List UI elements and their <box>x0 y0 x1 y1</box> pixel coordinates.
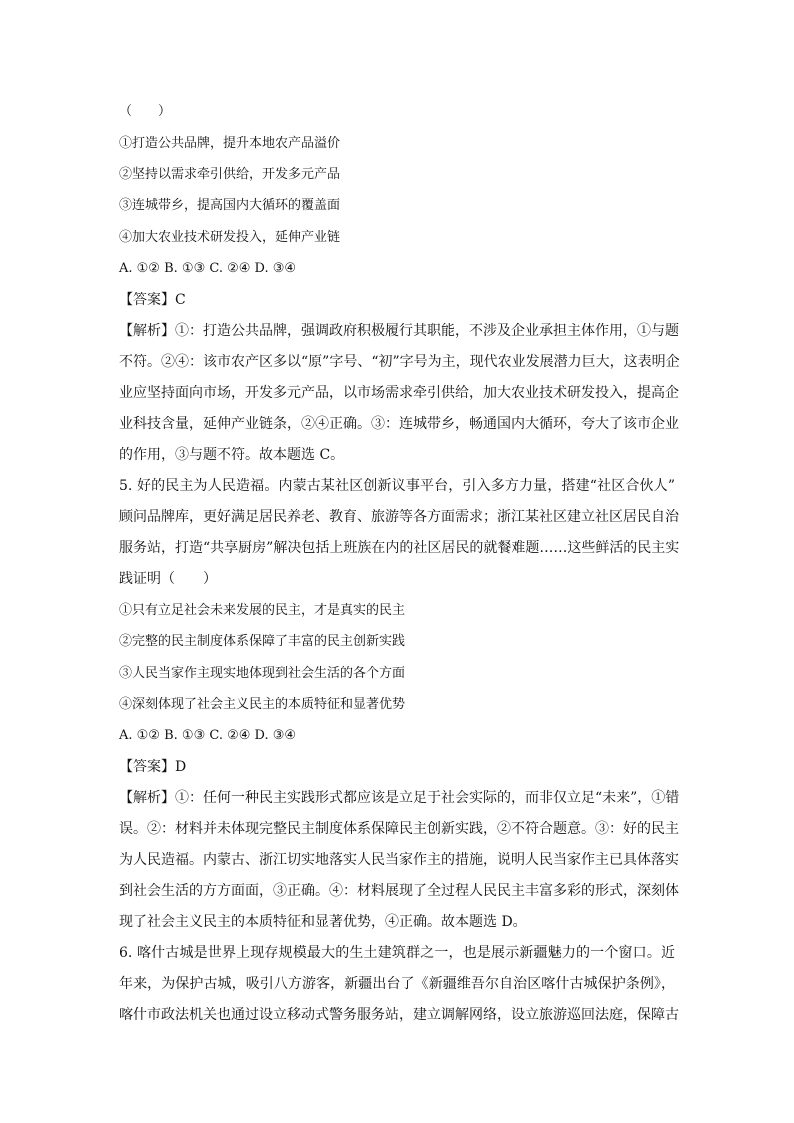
q5-option-2: ②完整的民主制度体系保障了丰富的民主创新实践 <box>119 634 406 649</box>
q5-option-3: ③人民当家作主现实地体现到社会生活的各个方面 <box>119 666 406 681</box>
q5-stem-line-1: 5. 好的民主为人民造福。内蒙古某社区创新议事平台，引入多方力量，搭建“社区合伙人” <box>119 478 675 494</box>
q4-analysis-line-5: 的作用，③与题不符。故本题选 C。 <box>119 447 345 463</box>
q5-answer: 【答案】D <box>119 759 187 775</box>
q4-analysis-line-4: 业科技含量，延伸产业链条，②④正确。③：连城带乡，畅通国内大循环，夸大了该市企业 <box>119 416 679 432</box>
q5-stem-line-2: 顾问品牌库，更好满足居民养老、教育、旅游等各方面需求；浙江某社区建立社区居民自治 <box>119 509 679 525</box>
q5-analysis-line-2: 误。②：材料并未体现完整民主制度体系保障民主创新实践，②不符合题意。③：好的民主 <box>119 821 679 837</box>
q5-option-1: ①只有立足社会未来发展的民主，才是真实的民主 <box>119 603 406 618</box>
q5-stem-line-3: 服务站，打造“共享厨房”解决包括上班族在内的社区居民的就餐难题……这些鲜活的民主实 <box>119 540 680 556</box>
q4-option-1: ①打造公共品牌，提升本地农产品溢价 <box>119 136 341 151</box>
q4-analysis-line-2: 不符。②④：该市农产区多以“原”字号、“初”字号为主，现代农业发展潜力巨大，这表明企 <box>119 354 680 370</box>
q4-paren: （ ） <box>119 104 172 119</box>
q5-option-4: ④深刻体现了社会主义民主的本质特征和显著优势 <box>119 697 406 712</box>
q4-analysis-line-3: 业应坚持面向市场，开发多元产品，以市场需求牵引供给，加大农业技术研发投入，提高企 <box>119 385 679 401</box>
q4-option-4: ④加大农业技术研发投入，延伸产业链 <box>119 230 341 245</box>
q4-option-2: ②坚持以需求牵引供给，开发多元产品 <box>119 167 341 182</box>
q6-stem-line-1: 6. 喀什古城是世界上现存规模最大的生土建筑群之一，也是展示新疆魅力的一个窗口。近 <box>119 945 675 961</box>
q6-stem-line-3: 喀什市政法机关也通过设立移动式警务服务站，建立调解网络，设立旅游巡回法庭，保障古 <box>119 1007 679 1023</box>
q5-analysis-line-5: 现了社会主义民主的本质特征和显著优势，④正确。故本题选 D。 <box>119 914 527 930</box>
q5-analysis-line-3: 为人民造福。内蒙古、浙江切实地落实人民当家作主的措施，说明人民当家作主已具体落实 <box>119 852 679 868</box>
q5-analysis-line-4: 到社会生活的方方面面，③正确。④：材料展现了全过程人民民主丰富多彩的形式，深刻体 <box>119 883 679 899</box>
q4-answer: 【答案】C <box>119 292 186 308</box>
q4-option-3: ③连城带乡，提高国内大循环的覆盖面 <box>119 198 341 213</box>
q6-stem-line-2: 年来，为保护古城，吸引八方游客，新疆出台了《新疆维吾尔自治区喀什古城保护条例》， <box>119 976 675 992</box>
q5-analysis-line-1: 【解析】①：任何一种民主实践形式都应该是立足于社会实际的，而非仅立足“未来”，①错 <box>119 790 680 806</box>
q5-stem-line-4: 践证明（ ） <box>119 571 217 587</box>
q4-choices: A. ①② B. ①③ C. ②④ D. ③④ <box>119 261 297 276</box>
q4-analysis-line-1: 【解析】①：打造公共品牌，强调政府积极履行其职能，不涉及企业承担主体作用，①与题 <box>119 323 679 339</box>
q5-choices: A. ①② B. ①③ C. ②④ D. ③④ <box>119 728 297 743</box>
